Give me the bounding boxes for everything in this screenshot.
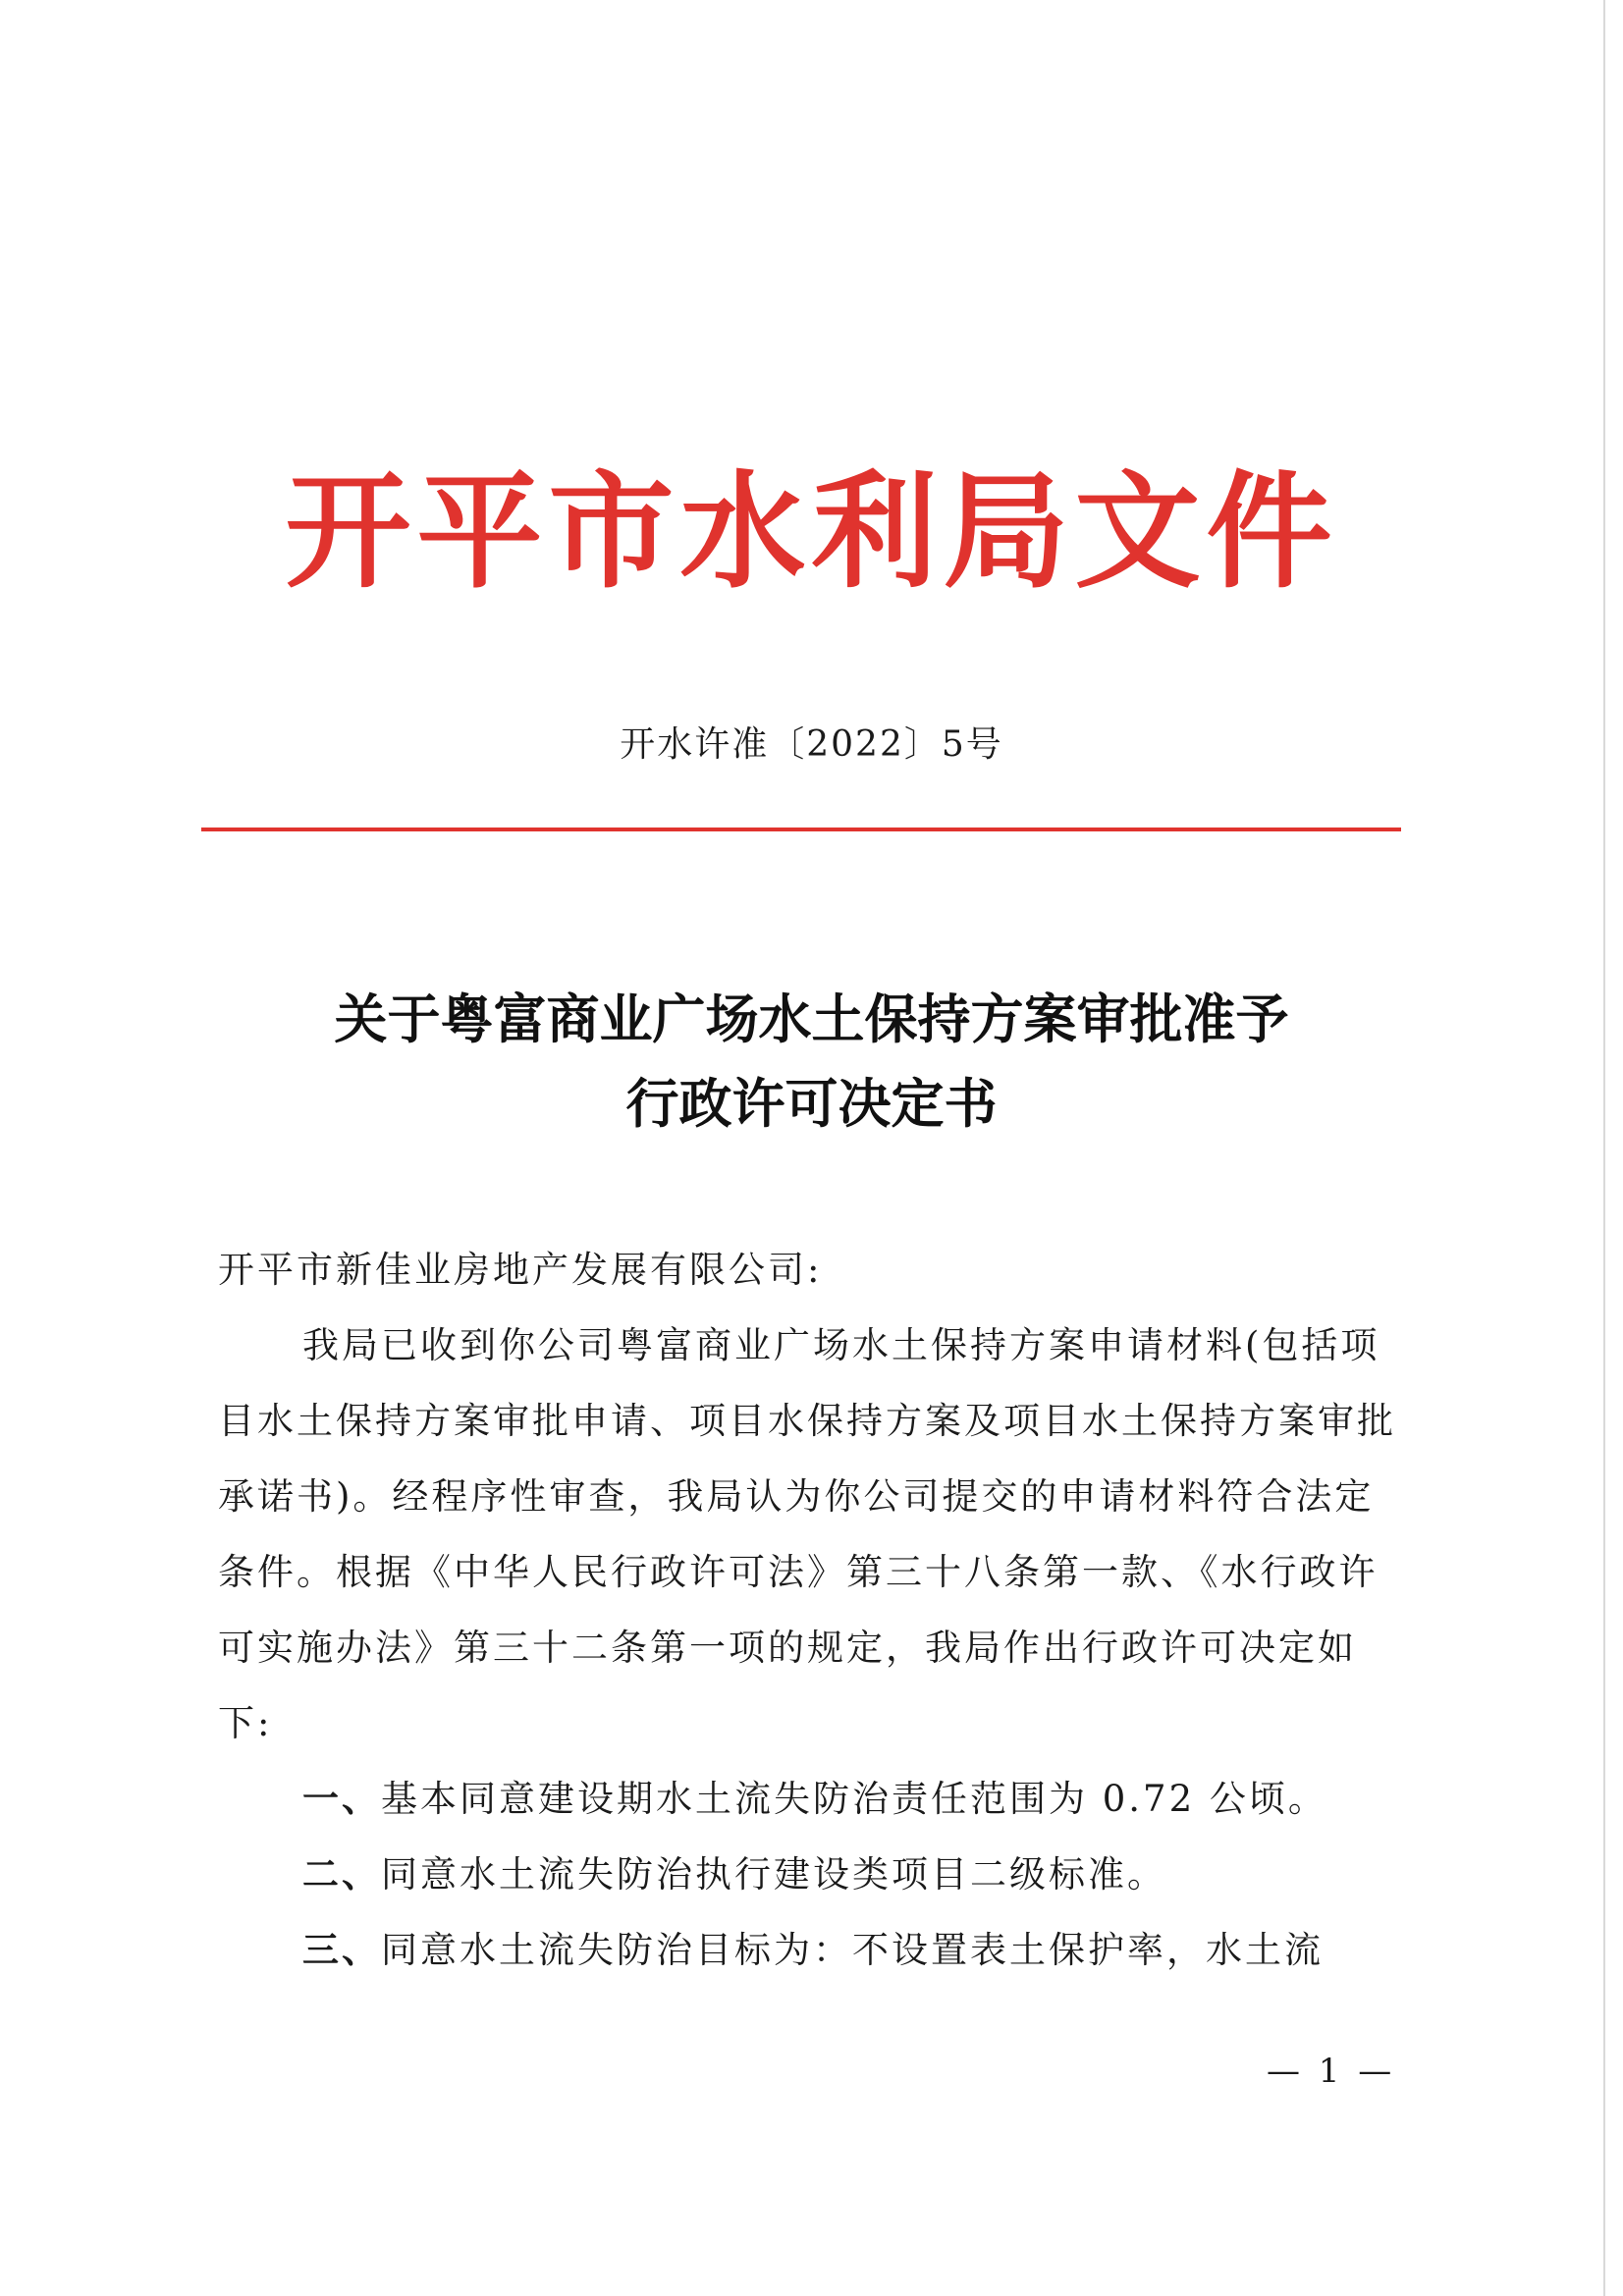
item-text: 同意水土流失防治目标为：不设置表土保护率，水土流 bbox=[381, 1929, 1324, 1971]
item-number: 二、 bbox=[302, 1852, 381, 1896]
item-text: 同意水土流失防治执行建设类项目二级标准。 bbox=[381, 1853, 1166, 1896]
addressee: 开平市新佳业房地产发展有限公司: bbox=[218, 1249, 823, 1291]
header-divider-rule bbox=[201, 828, 1401, 831]
document-number: 开水许准〔2022〕5号 bbox=[620, 724, 1003, 765]
document-title-line-1: 关于粤富商业广场水土保持方案审批准予 bbox=[334, 988, 1289, 1050]
decision-item-2 bbox=[218, 1837, 1408, 1912]
document-body bbox=[218, 1232, 1408, 1988]
item-number: 一、 bbox=[302, 1777, 381, 1820]
document-title bbox=[0, 977, 1623, 1146]
document-title-line-2: 行政许可决定书 bbox=[625, 1072, 998, 1135]
body-paragraph: 我局已收到你公司粤富商业广场水土保持方案申请材料(包括项目水土保持方案审批申请、项目水保持方案及项目水土保持方案审批承诺书)。经程序性审查，我局认为你公司提交的申请材料符合法定条件。根据《中华人民行政许可法》第三十八条第一款、《水行政许可实施办法》第三十二条第一项的规定，我局作出行政许可决定如下: bbox=[218, 1324, 1396, 1744]
item-text: 基本同意建设期水土流失防治责任范围为 0.72 公顷。 bbox=[381, 1778, 1327, 1820]
page-number: — 1 — bbox=[1267, 2052, 1396, 2091]
decision-item-3 bbox=[218, 1912, 1408, 1988]
item-number: 三、 bbox=[302, 1928, 381, 1971]
issuer-header-title: 开平市水利局文件 bbox=[285, 458, 1338, 606]
page-edge bbox=[1603, 0, 1605, 2296]
decision-item-1 bbox=[218, 1761, 1408, 1837]
